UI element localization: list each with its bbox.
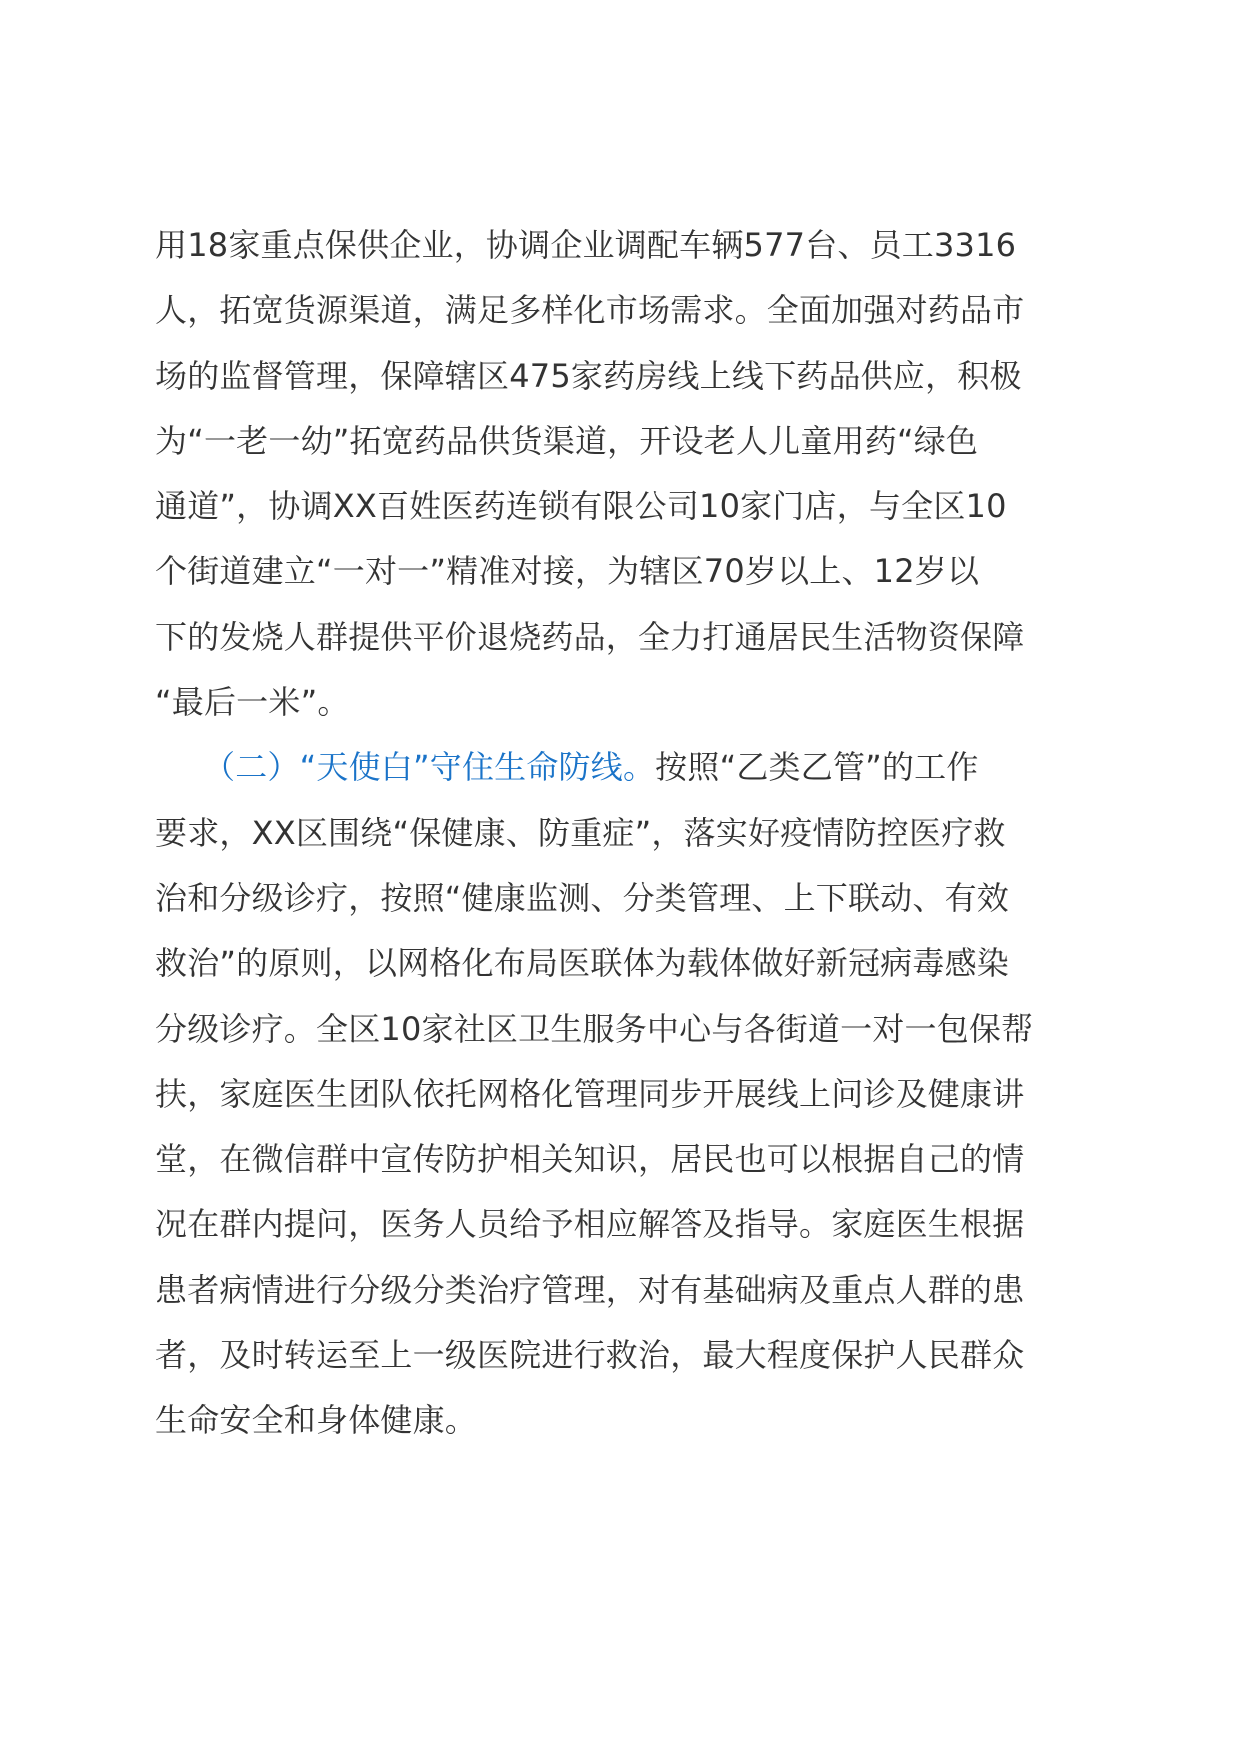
paragraph-line: 通道”，协调XX百姓医药连锁有限公司10家门店，与全区10: [155, 487, 1007, 526]
document-body: [155, 213, 1095, 1454]
paragraph-line: 人，拓宽货源渠道，满足多样化市场需求。全面加强对药品市: [155, 291, 1025, 330]
paragraph-line: 生命安全和身体健康。: [155, 1401, 478, 1440]
paragraph-line: 堂，在微信群中宣传防护相关知识，居民也可以根据自己的情: [155, 1140, 1025, 1179]
section-heading: （二）“天使白”守住生命防线。: [203, 748, 656, 787]
paragraph-line: 分级诊疗。全区10家社区卫生服务中心与各街道一对一包保帮: [155, 1009, 1034, 1048]
paragraph-line: 况在群内提问，医务人员给予相应解答及指导。家庭医生根据: [155, 1205, 1025, 1244]
paragraph-text: 按照“乙类乙管”的工作: [655, 748, 979, 787]
paragraph-line: 救治”的原则，以网格化布局医联体为载体做好新冠病毒感染: [155, 944, 1009, 983]
paragraph-line: 扶，家庭医生团队依托网格化管理同步开展线上问诊及健康讲: [155, 1074, 1025, 1113]
paragraph-line: 者，及时转运至上一级医院进行救治，最大程度保护人民群众: [155, 1336, 1025, 1375]
paragraph-line: “最后一米”。: [155, 683, 350, 722]
paragraph-line: 用18家重点保供企业，协调企业调配车辆577台、员工3316: [155, 226, 1017, 264]
paragraph-line: 患者病情进行分级分类治疗管理，对有基础病及重点人群的患: [155, 1270, 1025, 1309]
paragraph-line: 为“一老一幼”拓宽药品供货渠道，开设老人儿童用药“绿色: [155, 421, 979, 460]
paragraph-medical-defense: [155, 735, 1095, 1453]
paragraph-first-line: [155, 735, 1095, 800]
paragraph-line: 下的发烧人群提供平价退烧药品，全力打通居民生活物资保障: [155, 617, 1025, 656]
paragraph-line: 个街道建立“一对一”精准对接，为辖区70岁以上、12岁以: [155, 552, 980, 591]
paragraph-line: 治和分级诊疗，按照“健康监测、分类管理、上下联动、有效: [155, 878, 1009, 917]
paragraph-line: 场的监督管理，保障辖区475家药房线上线下药品供应，积极: [155, 356, 1022, 395]
paragraph-line: 要求，XX区围绕“保健康、防重症”，落实好疫情防控医疗救: [155, 813, 1006, 852]
paragraph-supply-guarantee: [155, 213, 1095, 735]
